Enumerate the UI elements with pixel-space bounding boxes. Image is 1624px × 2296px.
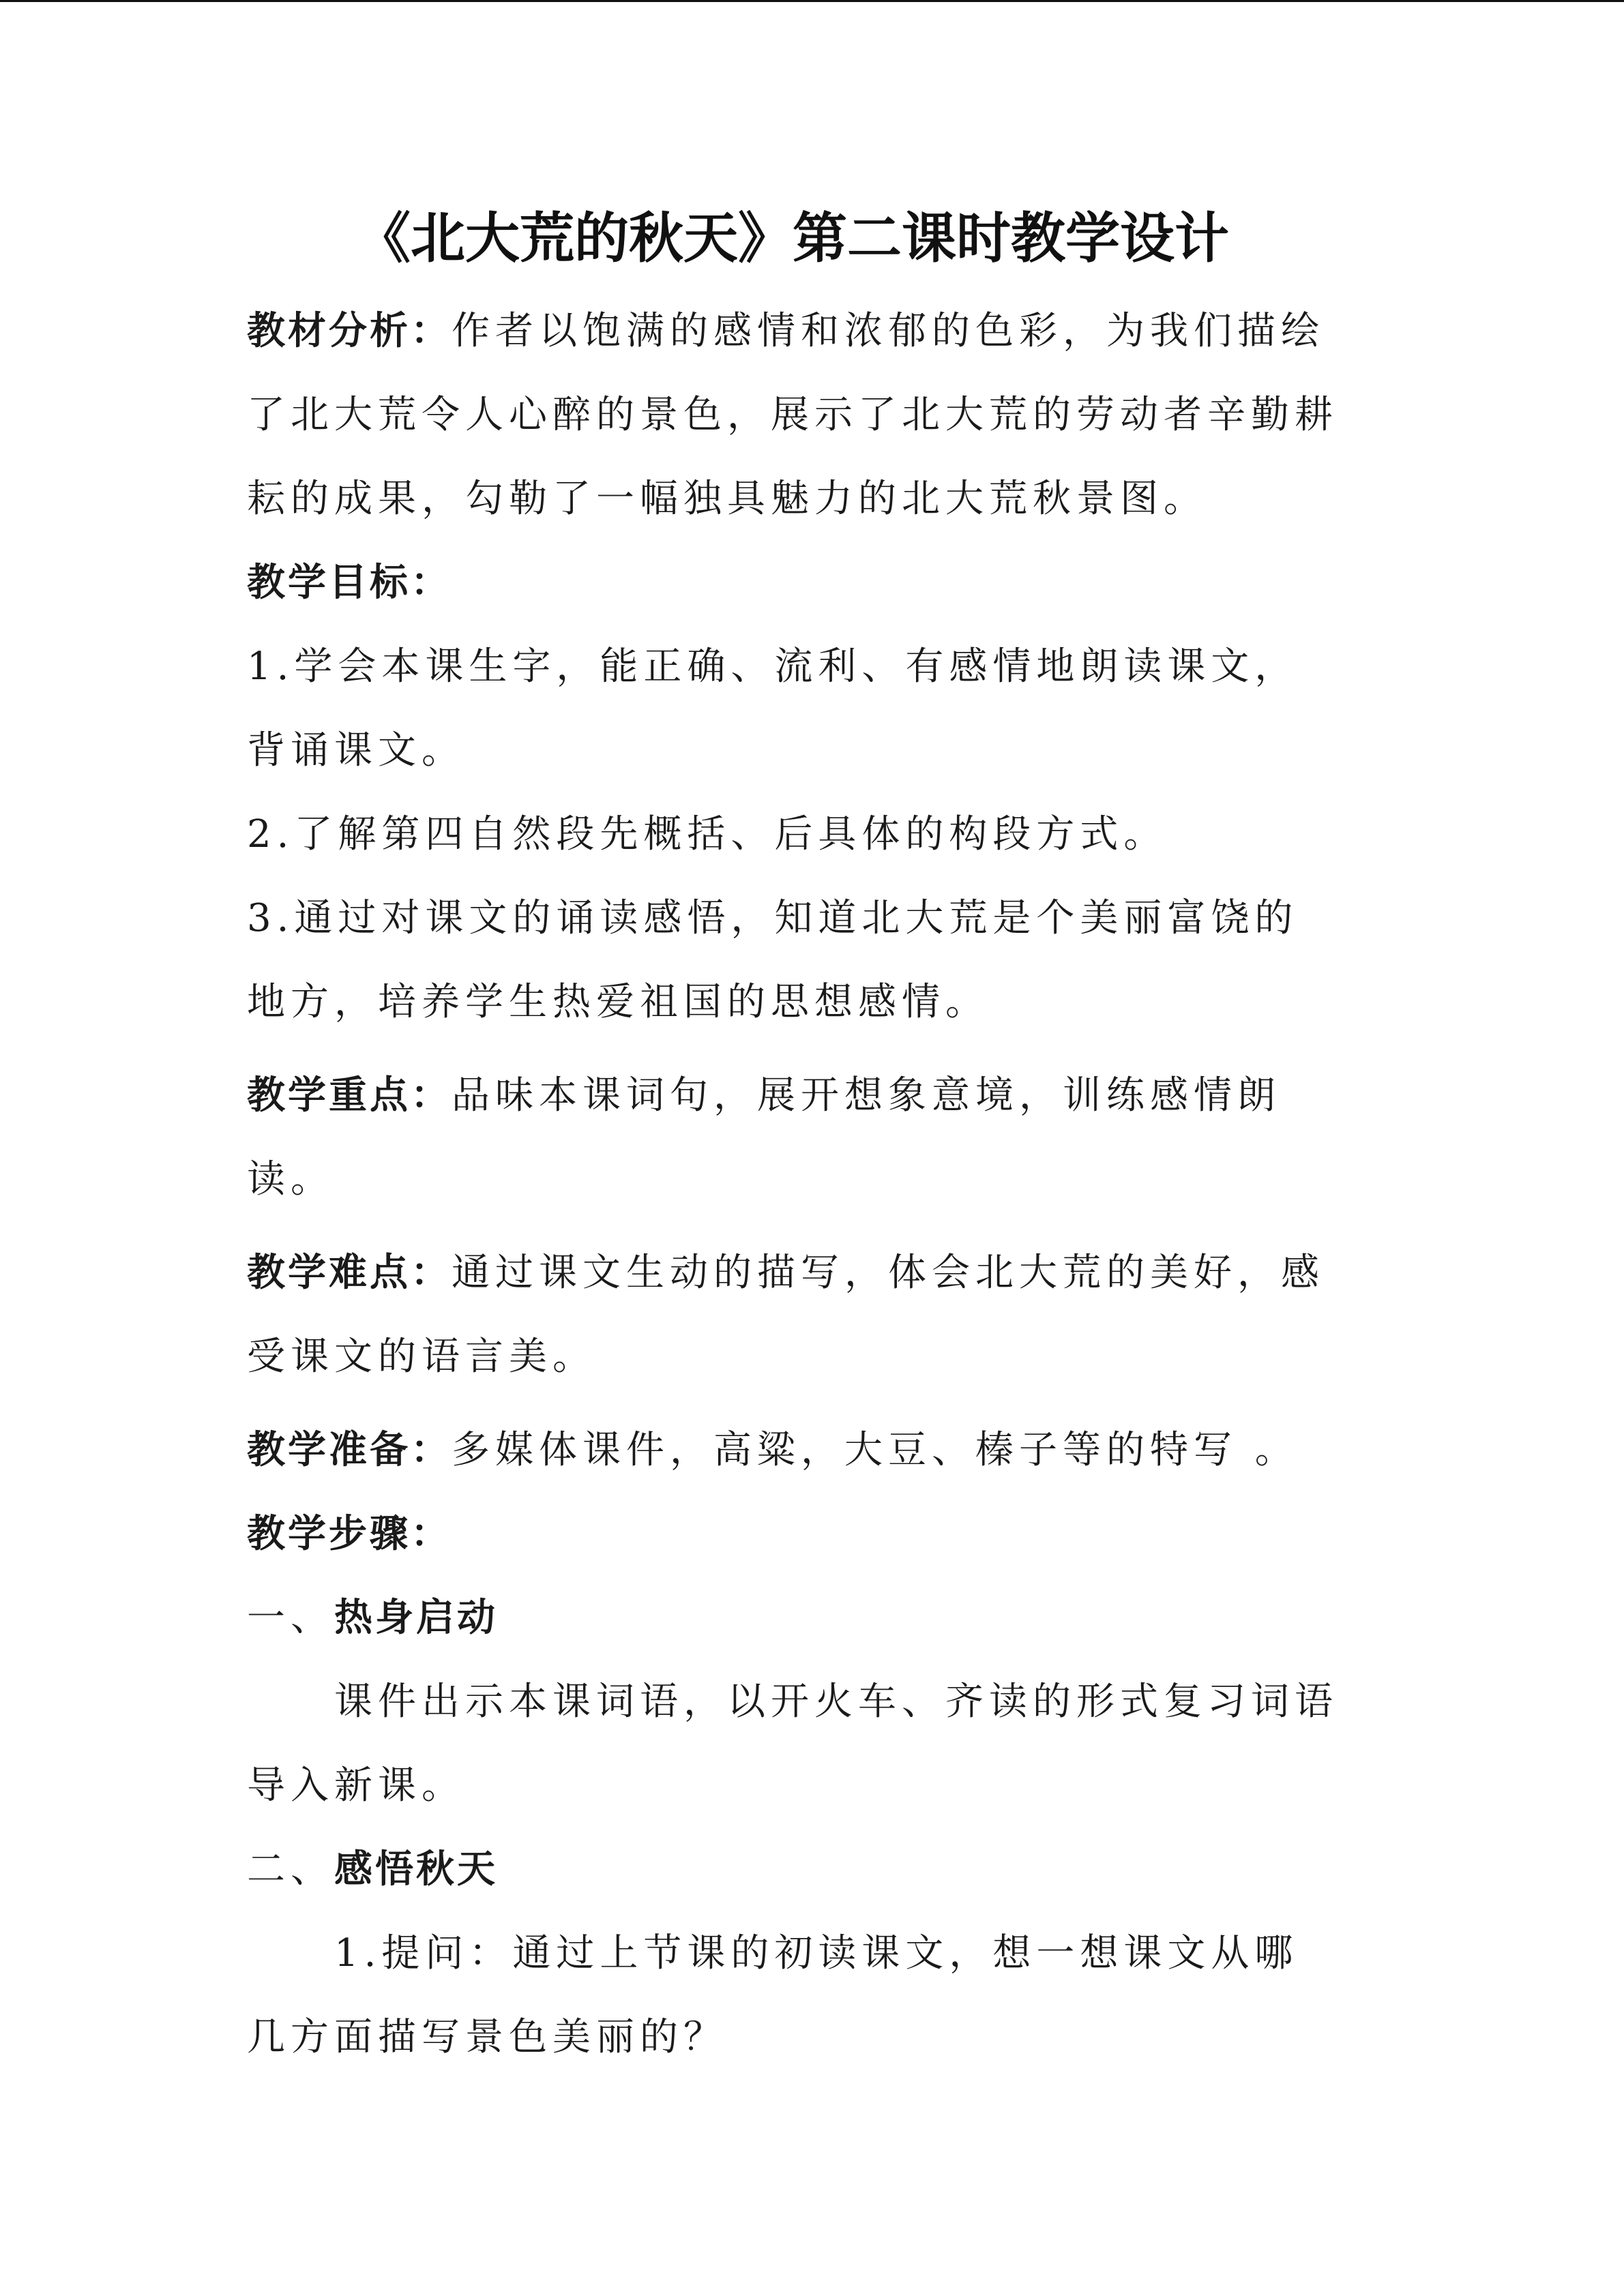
page-top-border: [0, 0, 1624, 2]
objectives-heading: [247, 541, 1338, 625]
section-number: 二、: [247, 1847, 334, 1892]
preparation-paragraph: [247, 1408, 1338, 1492]
preparation-text: 多媒体课件，高粱，大豆、榛子等的特写 。: [452, 1428, 1299, 1472]
key-points-paragraph: [247, 1054, 1338, 1221]
section-number: 一、: [247, 1596, 334, 1640]
objective-item-1: 1.学会本课生字，能正确、流利、有感情地朗读课文，背诵课文。: [247, 644, 1299, 773]
objectives-label: 教学目标：: [247, 561, 452, 605]
steps-heading: [247, 1492, 1338, 1576]
document-title: 《北大荒的秋天》第二课时教学设计: [356, 207, 1229, 270]
objective-item-3: 3.通过对课文的诵读感悟，知道北大荒是个美丽富饶的地方，培养学生热爱祖国的思想感情。: [247, 896, 1299, 1024]
key-points-text: 品味本课词句，展开想象意境，训练感情朗读。: [247, 1073, 1281, 1202]
analysis-text: 作者以饱满的感情和浓郁的色彩，为我们描绘了北大荒令人心醉的景色，展示了北大荒的劳动者辛勤耕耘的成果，勾勒了一幅独具魅力的北大荒秋景图。: [247, 309, 1338, 521]
section-paragraph: 课件出示本课词语，以开火车、齐读的形式复习词语导入新课。: [247, 1680, 1338, 1808]
analysis-paragraph: [247, 289, 1338, 541]
difficulties-label: 教学难点：: [247, 1251, 452, 1295]
difficulties-paragraph: [247, 1231, 1338, 1399]
key-points-label: 教学重点：: [247, 1073, 452, 1118]
section-title: 热身启动: [334, 1596, 498, 1640]
analysis-label: 教材分析：: [247, 309, 452, 353]
objective-item-2: 2.了解第四自然段先概括、后具体的构段方式。: [247, 812, 1168, 856]
preparation-label: 教学准备：: [247, 1428, 452, 1472]
section-title: 感悟秋天: [334, 1847, 498, 1892]
section-heading-1: [247, 1576, 1338, 1660]
section-paragraph: 1.提问：通过上节课的初读课文，想一想课文从哪几方面描写景色美丽的？: [247, 1931, 1299, 2059]
document-page: [247, 198, 1338, 2079]
steps-label: 教学步骤：: [247, 1512, 452, 1556]
section-heading-2: [247, 1828, 1338, 1911]
difficulties-text: 通过课文生动的描写，体会北大荒的美好，感受课文的语言美。: [247, 1251, 1325, 1379]
